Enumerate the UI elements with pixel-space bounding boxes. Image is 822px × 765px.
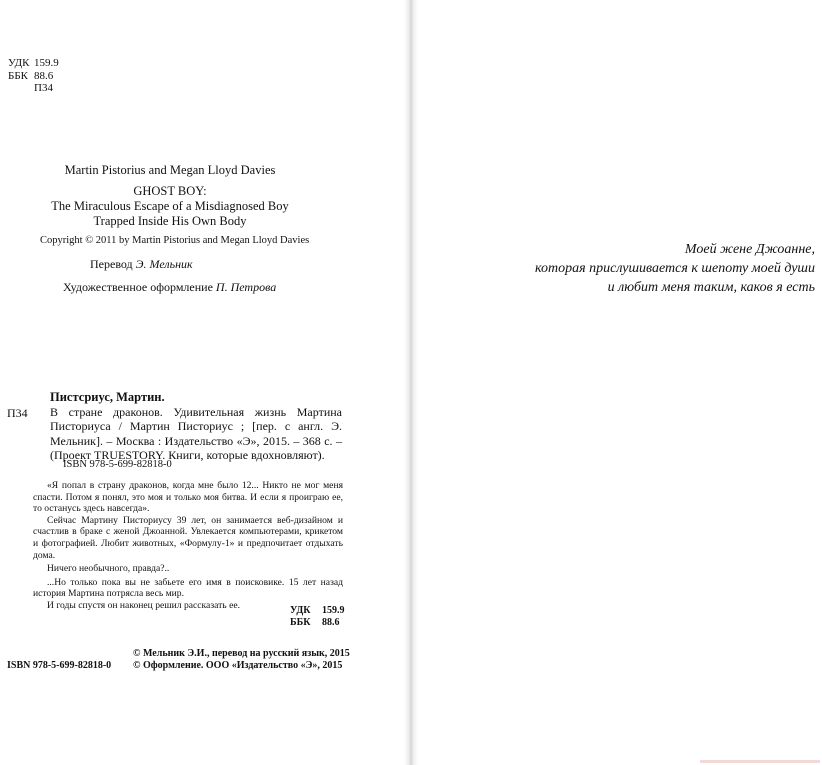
udk-value: 159.9 — [34, 57, 59, 69]
classification-block — [8, 57, 59, 95]
catalog-code: П34 — [7, 406, 28, 420]
dedication-line: которая прислушивается к шепоту моей души — [534, 261, 815, 276]
footer-copyright-line: © Мельник Э.И., перевод на русский язык, 2015 — [133, 648, 350, 659]
catalog-author: Пистсриус, Мартин. — [50, 390, 165, 404]
footer-isbn: ISBN 978-5-699-82818-0 — [7, 660, 112, 671]
bbk-label: ББК — [8, 69, 28, 82]
translation-label: Перевод — [90, 257, 133, 271]
design-label: Художественное оформление — [63, 280, 213, 294]
annotation-paragraph: ...Но только пока вы не забьете его имя в поисковике. 15 лет назад история Мартина потрясла весь мир. — [33, 576, 343, 600]
right-page — [418, 0, 822, 765]
page-edge-mark — [700, 760, 820, 763]
classification-summary — [290, 605, 345, 629]
title-line: GHOST BOY: — [133, 184, 207, 198]
classification-udk — [8, 57, 59, 70]
annotation-paragraph: Ничего необычного, правда?.. — [47, 563, 170, 575]
author-sign-value: П34 — [34, 82, 53, 94]
book-gutter — [404, 0, 418, 765]
annotation-paragraph: Сейчас Мартину Писториусу 39 лет, он занимается веб-дизайном и счастлив в браке с женой Джоанной. Увлекается компьютерами, крикетом и фотографией. Любит животных, «Формулу-1» и предпочитает отдыхать дома. — [33, 514, 343, 561]
translator-name: Э. Мельник — [135, 257, 193, 271]
dedication — [418, 240, 815, 297]
design-credit — [63, 280, 276, 295]
left-page — [0, 0, 407, 765]
annotation — [33, 480, 343, 612]
catalog-description: В стране драконов. Удивительная жизнь Мартина Писториуса / Мартин Писториус ; [пер. с англ. Э. Мельник]. – Москва : Издательство «Э», 2015. – 368 с. – (Проект TRUESTORY. Книги, которые вдохновляют). — [50, 405, 342, 462]
title-line: The Miraculous Escape of a Misdiagnosed Boy — [51, 199, 289, 213]
dedication-line: Моей жене Джоанне, — [684, 242, 815, 257]
summary-bbk-value: 88.6 — [322, 617, 340, 628]
classification-author-sign — [8, 82, 59, 95]
original-title — [0, 184, 340, 229]
bbk-value: 88.6 — [34, 69, 54, 82]
udk-label: УДК — [8, 57, 30, 69]
annotation-paragraph: И годы спустя он наконец решил рассказать ее. — [47, 599, 240, 611]
original-authors: Martin Pistorius and Megan Lloyd Davies — [64, 163, 276, 177]
annotation-paragraph: «Я попал в страну драконов, когда мне было 12... Никто не мог меня спасти. Потом я понял, это моя и только моя битва. И если я проиграю ее, то останусь здесь навсегда». — [33, 480, 343, 515]
classification-bbk — [8, 70, 59, 83]
title-line: Trapped Inside His Own Body — [93, 214, 247, 228]
summary-bbk — [290, 617, 345, 629]
dedication-line: и любит меня таким, каков я есть — [607, 280, 815, 295]
translation-credit — [90, 257, 193, 272]
summary-udk-value: 159.9 — [322, 605, 345, 616]
summary-udk — [290, 605, 345, 617]
designer-name: П. Петрова — [215, 280, 277, 294]
summary-udk-label: УДК — [290, 605, 311, 616]
original-copyright: Copyright © 2011 by Martin Pistorius and Megan Lloyd Davies — [40, 235, 310, 246]
catalog-isbn: ISBN 978-5-699-82818-0 — [63, 459, 172, 470]
summary-bbk-label: ББК — [290, 617, 311, 628]
footer-copyright — [133, 648, 350, 672]
footer-copyright-line: © Оформление. ООО «Издательство «Э», 2015 — [133, 660, 343, 671]
